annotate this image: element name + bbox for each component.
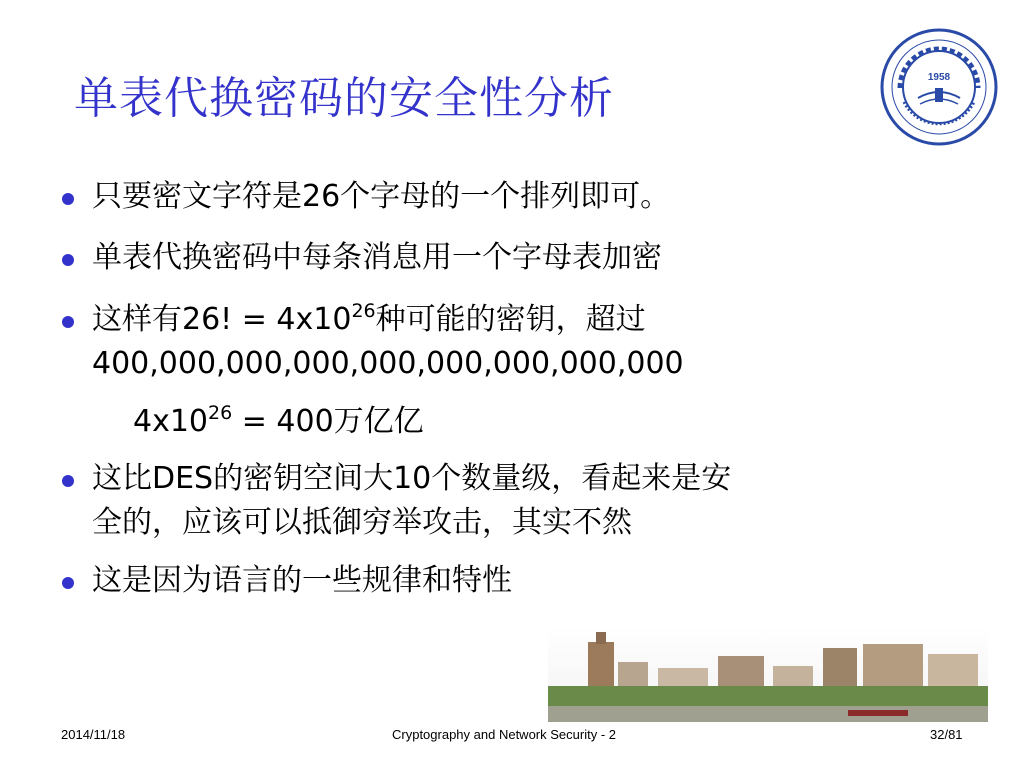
bullet-exponent: 26 bbox=[351, 300, 376, 322]
bullet-text-suffix: 种可能的密钥，超过 bbox=[375, 302, 646, 337]
bullet-continuation bbox=[92, 342, 684, 386]
bullet-continuation bbox=[92, 501, 632, 545]
logo-year: 1958 bbox=[927, 72, 951, 83]
bullet-text: 这是因为语言的一些规律和特性 bbox=[92, 563, 512, 598]
bullet-item bbox=[92, 175, 670, 219]
bullet-text: 只要密文字符是26个字母的一个排列即可。 bbox=[92, 179, 671, 214]
university-logo bbox=[880, 28, 998, 146]
bullet-text: 这比DES的密钥空间大10个数量级，看起来是安 bbox=[92, 461, 732, 496]
campus-image bbox=[548, 626, 988, 722]
bullet-item bbox=[92, 559, 512, 603]
sub-line-exponent: 26 bbox=[208, 402, 233, 424]
footer-page-number: 32/81 bbox=[930, 727, 963, 742]
bullet-dot bbox=[62, 475, 74, 487]
sub-line bbox=[133, 400, 424, 444]
bullet-text-prefix: 这样有26! = 4x10 bbox=[92, 302, 352, 337]
bullet-text: 单表代换密码中每条消息用一个字母表加密 bbox=[92, 240, 662, 275]
bullet-dot bbox=[62, 193, 74, 205]
sub-line-prefix: 4x10 bbox=[133, 404, 209, 439]
large-number: 400,000,000,000,000,000,000,000,000 bbox=[92, 346, 684, 381]
bullet-dot bbox=[62, 316, 74, 328]
footer-date: 2014/11/18 bbox=[61, 727, 126, 742]
slide-title: 单表代换密码的安全性分析 bbox=[74, 73, 614, 124]
bullet-item bbox=[92, 457, 731, 501]
bullet-item bbox=[92, 236, 662, 280]
bullet-dot bbox=[62, 254, 74, 266]
bullet-text: 全的，应该可以抵御穷举攻击，其实不然 bbox=[92, 505, 632, 540]
footer-title: Cryptography and Network Security - 2 bbox=[392, 727, 616, 742]
bullet-dot bbox=[62, 577, 74, 589]
sub-line-suffix: = 400万亿亿 bbox=[232, 404, 424, 439]
bullet-item bbox=[92, 298, 646, 342]
